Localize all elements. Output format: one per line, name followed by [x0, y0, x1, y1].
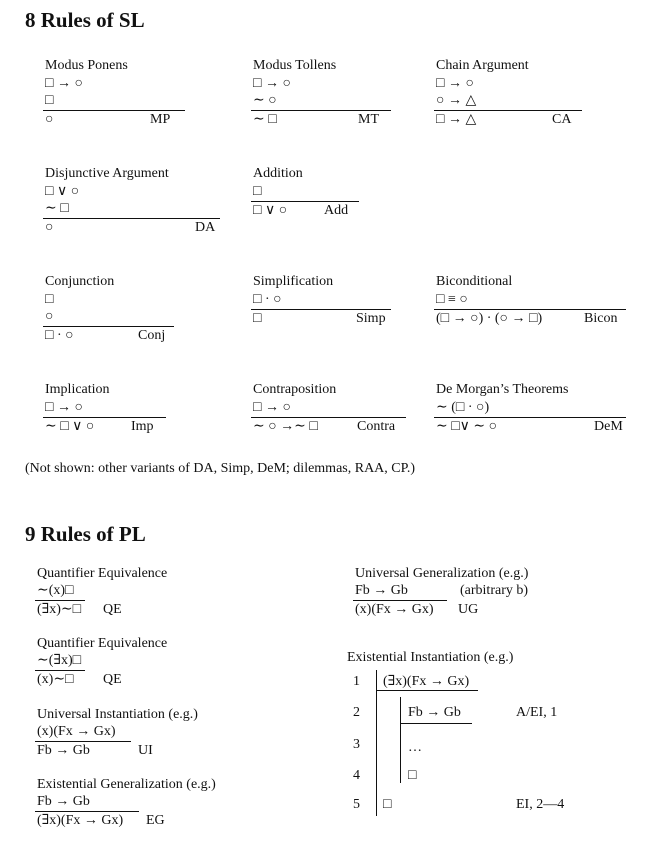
conclusion: □ ∨ ○ — [253, 203, 288, 218]
rule-title: Existential Instantiation (e.g.) — [347, 650, 514, 665]
proof-formula: □ — [383, 797, 392, 812]
premise: □ → ○ — [45, 76, 83, 91]
rule-title: Quantifier Equivalence — [37, 566, 168, 581]
rule-title: Existential Generalization (e.g.) — [37, 777, 216, 792]
inference-line — [251, 201, 359, 202]
inference-line — [434, 309, 626, 310]
section-heading-sl: 8 Rules of SL — [25, 8, 145, 32]
rule-abbreviation: Imp — [131, 419, 154, 434]
rule-title: Modus Tollens — [253, 58, 337, 73]
line-number: 2 — [353, 705, 360, 720]
rule-abbreviation: DeM — [594, 419, 623, 434]
rule-title: Modus Ponens — [45, 58, 128, 73]
premise: □ · ○ — [253, 292, 282, 307]
justification: EI, 2—4 — [516, 797, 565, 812]
rule-title: Quantifier Equivalence — [37, 636, 168, 651]
premise: ○ → △ — [436, 93, 477, 108]
conclusion: (x)(Fx → Gx) — [355, 602, 434, 617]
conclusion: □ — [253, 311, 262, 326]
justification: A/EI, 1 — [516, 705, 558, 720]
line-number: 3 — [353, 737, 360, 752]
inference-line — [434, 110, 582, 111]
rule-title: Contraposition — [253, 382, 337, 397]
line-number: 5 — [353, 797, 360, 812]
rule-abbreviation: Contra — [357, 419, 396, 434]
premise: □ — [253, 184, 262, 199]
proof-formula: Fb → Gb — [408, 705, 461, 720]
premise: ∼ (□ · ○) — [436, 400, 490, 415]
premise: Fb → Gb — [37, 794, 90, 809]
conclusion: (∃x)(Fx → Gx) — [37, 813, 124, 828]
premise: □ → ○ — [253, 400, 291, 415]
rule-title: Addition — [253, 166, 303, 181]
inference-line — [35, 741, 131, 742]
conclusion: ∼ ○ →∼ □ — [253, 419, 318, 434]
inference-line — [35, 811, 139, 812]
rule-abbreviation: UG — [458, 602, 479, 617]
rule-title: Disjunctive Argument — [45, 166, 169, 181]
rule-title: Universal Generalization (e.g.) — [355, 566, 529, 581]
premise: ∼ ○ — [253, 93, 277, 108]
conclusion: ○ — [45, 112, 54, 127]
assumption-line — [400, 723, 472, 724]
conclusion: Fb → Gb — [37, 743, 90, 758]
premise: □ — [45, 93, 54, 108]
premise: □ → ○ — [45, 400, 83, 415]
rule-abbreviation: Conj — [138, 328, 166, 343]
rule-abbreviation: UI — [138, 743, 153, 758]
conclusion: (□ → ○) · (○ → □) — [436, 311, 543, 326]
rule-abbreviation: EG — [146, 813, 165, 828]
inference-line — [251, 110, 391, 111]
inference-line — [43, 417, 166, 418]
inference-line — [251, 309, 391, 310]
conclusion: (∃x)∼□ — [37, 602, 82, 617]
inference-line — [43, 110, 185, 111]
line-number: 1 — [353, 674, 360, 689]
proof-formula: □ — [408, 768, 417, 783]
rule-title: Simplification — [253, 274, 334, 289]
inference-line — [43, 326, 174, 327]
rule-abbreviation: MP — [150, 112, 171, 127]
rule-title: De Morgan’s Theorems — [436, 382, 569, 397]
conclusion: ∼ □ — [253, 112, 277, 127]
proof-formula: … — [408, 740, 422, 755]
premise: □ — [45, 292, 54, 307]
conclusion: (x)∼□ — [37, 672, 74, 687]
premise: ∼(x)□ — [37, 583, 74, 598]
premise: Fb → Gb — [355, 583, 408, 598]
premise: ∼ □ — [45, 201, 69, 216]
premise: □ → ○ — [253, 76, 291, 91]
premise-line — [376, 690, 478, 691]
conclusion: ○ — [45, 220, 54, 235]
inference-line — [434, 417, 626, 418]
rule-abbreviation: Simp — [356, 311, 386, 326]
line-number: 4 — [353, 768, 360, 783]
premise: ○ — [45, 309, 54, 324]
rule-abbreviation: DA — [195, 220, 216, 235]
side-note: (arbitrary b) — [460, 583, 529, 598]
premise: ∼(∃x)□ — [37, 653, 82, 668]
rule-title: Implication — [45, 382, 110, 397]
rule-abbreviation: Add — [324, 203, 349, 218]
premise: (x)(Fx → Gx) — [37, 724, 116, 739]
rule-abbreviation: Bicon — [584, 311, 618, 326]
section-heading-pl: 9 Rules of PL — [25, 522, 146, 546]
inference-line — [35, 670, 85, 671]
rule-title: Universal Instantiation (e.g.) — [37, 707, 198, 722]
rule-abbreviation: QE — [103, 602, 122, 617]
conclusion: □ → △ — [436, 112, 477, 127]
rule-title: Chain Argument — [436, 58, 529, 73]
rule-title: Conjunction — [45, 274, 115, 289]
inference-line — [35, 600, 85, 601]
premise: □ → ○ — [436, 76, 474, 91]
inference-line — [353, 600, 447, 601]
inference-line — [251, 417, 406, 418]
rule-title: Biconditional — [436, 274, 513, 289]
subproof-scope-line — [400, 697, 401, 783]
premise: □ ≡ ○ — [436, 292, 468, 307]
footnote: (Not shown: other variants of DA, Simp, DeM; dilemmas, RAA, CP.) — [25, 461, 416, 476]
conclusion: ∼ □∨ ∼ ○ — [436, 419, 498, 434]
inference-line — [43, 218, 220, 219]
rule-abbreviation: CA — [552, 112, 572, 127]
rule-abbreviation: MT — [358, 112, 379, 127]
proof-formula: (∃x)(Fx → Gx) — [383, 674, 470, 689]
rule-abbreviation: QE — [103, 672, 122, 687]
proof-scope-line — [376, 670, 377, 816]
conclusion: □ · ○ — [45, 328, 74, 343]
conclusion: ∼ □ ∨ ○ — [45, 419, 95, 434]
premise: □ ∨ ○ — [45, 184, 80, 199]
